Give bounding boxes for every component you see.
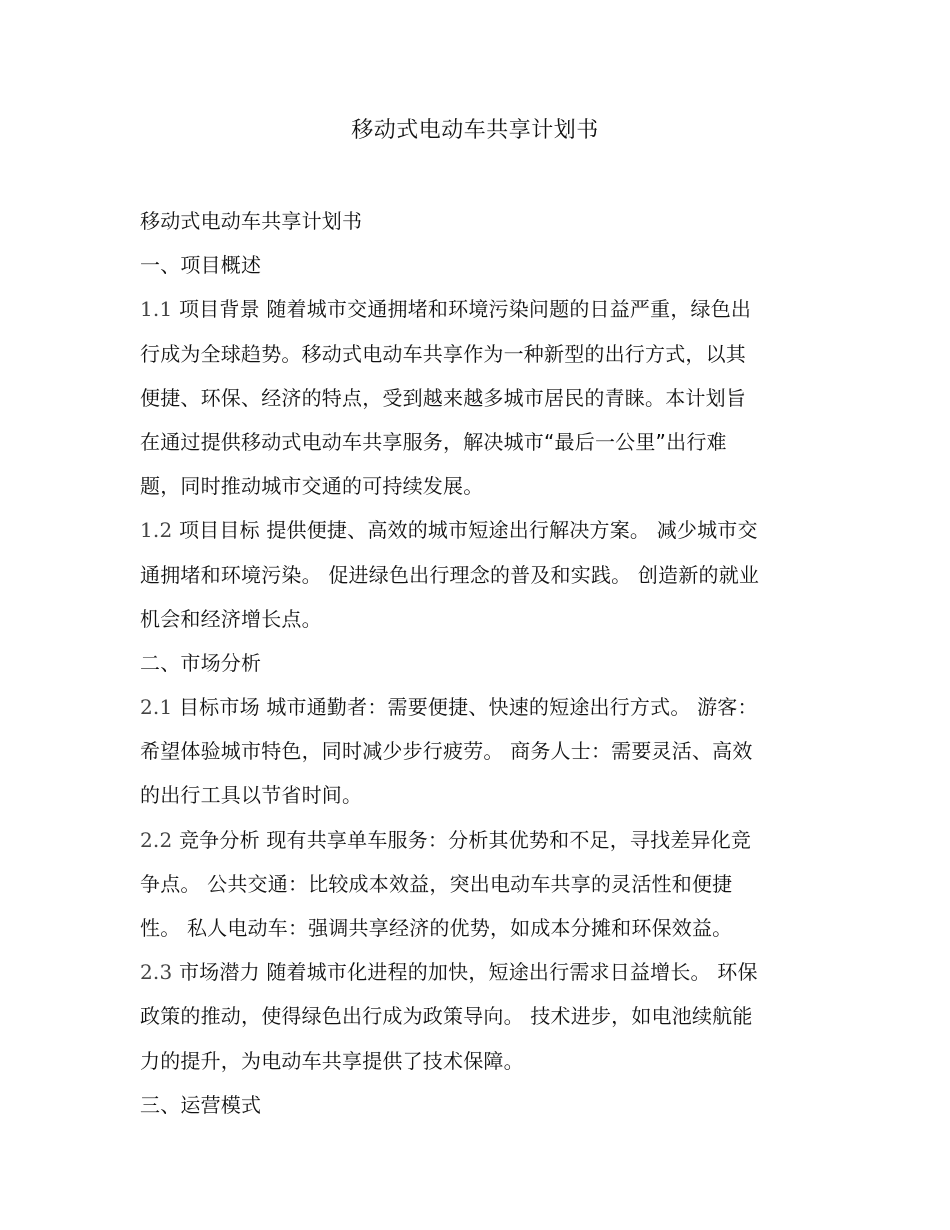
body-line [140, 243, 808, 287]
line-text: 政策的推动，使得绿色出行成为政策导向。 技术进步，如电池续航能 [140, 1004, 753, 1029]
body-line [140, 862, 808, 906]
line-text: 行成为全球趋势。移动式电动车共享作为一种新型的出行方式，以其 [140, 341, 746, 366]
line-text: 项目目标 提供便捷、高效的城市短途出行解决方案。 减少城市交 [172, 518, 758, 543]
section-number: 2.1 [140, 695, 173, 720]
line-text: 性。 私人电动车：强调共享经济的优势，如成本分摊和环保效益。 [140, 916, 733, 940]
line-text: 移动式电动车共享计划书 [140, 209, 363, 233]
document-body [140, 199, 808, 1127]
line-text: 竞争分析 现有共享单车服务：分析其优势和不足，寻找差异化竞 [172, 827, 752, 852]
body-line [140, 729, 808, 773]
body-line [140, 376, 808, 420]
body-line [140, 994, 808, 1038]
body-line [140, 1039, 808, 1083]
line-text: 目标市场 城市通勤者：需要便捷、快速的短途出行方式。 游客： [172, 695, 758, 720]
body-line [140, 508, 808, 552]
body-line [140, 906, 808, 950]
line-text: 题，同时推动城市交通的可持续发展。 [140, 474, 484, 499]
line-text: 一、项目概述 [140, 253, 262, 278]
body-line [140, 597, 808, 641]
body-line [140, 1083, 808, 1127]
line-text: 的出行工具以节省时间。 [140, 783, 363, 808]
line-text: 争点。 公共交通：比较成本效益，突出电动车共享的灵活性和便捷 [140, 871, 733, 896]
line-text: 希望体验城市特色，同时减少步行疲劳。 商务人士：需要灵活、高效 [140, 739, 753, 764]
line-text: 便捷、环保、经济的特点，受到越来越多城市居民的青睐。本计划旨 [140, 385, 746, 410]
body-line [140, 287, 808, 331]
line-text: 二、市场分析 [140, 650, 262, 675]
section-number: 2.2 [140, 827, 173, 852]
body-line [140, 950, 808, 994]
document-title: 移动式电动车共享计划书 [351, 118, 599, 143]
body-line [140, 685, 808, 729]
line-text: 机会和经济增长点。 [140, 606, 322, 631]
line-text: 通拥堵和环境污染。 促进绿色出行理念的普及和实践。 创造新的就业 [140, 562, 760, 587]
section-number: 1.1 [140, 297, 173, 322]
line-text: 在通过提供移动式电动车共享服务，解决城市“最后一公里”出行难 [140, 429, 727, 454]
body-line [140, 199, 808, 243]
body-line [140, 553, 808, 597]
body-line [140, 420, 808, 464]
body-line [140, 464, 808, 508]
line-text: 项目背景 随着城市交通拥堵和环境污染问题的日益严重，绿色出 [172, 297, 752, 322]
section-number: 2.3 [140, 960, 173, 985]
line-text: 力的提升，为电动车共享提供了技术保障。 [140, 1048, 524, 1073]
line-text: 市场潜力 随着城市化进程的加快，短途出行需求日益增长。 环保 [172, 960, 758, 985]
body-line [140, 773, 808, 817]
section-number: 1.2 [140, 518, 173, 543]
line-text: 三、运营模式 [140, 1092, 262, 1117]
body-line [140, 818, 808, 862]
body-line [140, 641, 808, 685]
body-line [140, 332, 808, 376]
